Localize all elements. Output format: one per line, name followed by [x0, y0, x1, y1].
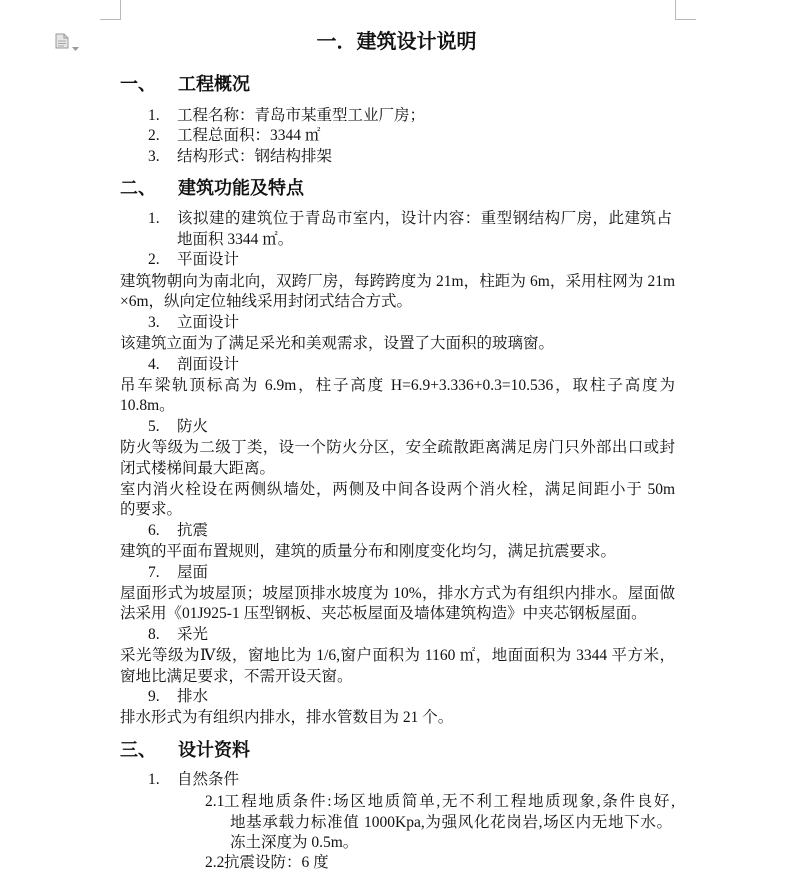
- section-number: 一、: [120, 74, 156, 94]
- list-item: 结构形式：钢结构排架: [177, 148, 333, 165]
- paragraph-line: 建筑物朝向为南北向，双跨厂房，每跨跨度为 21m，柱距为 6m，采用柱网为 21m: [120, 273, 675, 290]
- list-number: 1.: [148, 107, 160, 124]
- list-item-line: 地面积 3344 ㎡。: [177, 231, 294, 248]
- list-number: 1.: [148, 210, 160, 227]
- section-heading: 设计资料: [178, 740, 250, 760]
- paragraph-line: 屋面形式为坡屋顶；坡屋顶排水坡度为 10%，排水方式为有组织内排水。屋面做: [120, 585, 675, 602]
- list-item: 工程名称：青岛市某重型工业厂房；: [177, 107, 426, 124]
- list-item-line: 该拟建的建筑位于青岛市室内，设计内容：重型钢结构厂房，此建筑占: [177, 210, 672, 227]
- paragraph-line: 法采用《01J925-1 压型钢板、夹芯板屋面及墙体建筑构造》中夹芯钢板屋面。: [120, 605, 647, 622]
- document-title: 一．建筑设计说明: [316, 31, 477, 53]
- paragraph-line: 闭式楼梯间最大距离。: [120, 460, 276, 477]
- section-number: 二、: [120, 178, 156, 198]
- sublist-item-line: 地基承载力标准值 1000Kpa,为强风化花岗岩,场区内无地下水。: [230, 814, 672, 831]
- paragraph-line: 该建筑立面为了满足采光和美观需求，设置了大面积的玻璃窗。: [120, 335, 555, 352]
- paragraph-line: 防火等级为二级丁类，设一个防火分区，安全疏散距离满足房门只外部出口或封: [120, 439, 675, 456]
- list-number: 3.: [148, 148, 160, 165]
- paragraph-line: 10.8m。: [120, 397, 175, 414]
- corner-mark-top-left-horizontal: [100, 19, 121, 20]
- subsection-label: 排水: [177, 688, 209, 705]
- paragraph-line: 吊车梁轨顶标高为 6.9m，柱子高度 H=6.9+3.336+0.3=10.536，取柱子高度为: [120, 377, 675, 394]
- list-number: 5.: [148, 418, 160, 435]
- list-number: 2.: [148, 251, 160, 268]
- list-number: 9.: [148, 688, 160, 705]
- list-number: 1.: [148, 771, 160, 788]
- paragraph-line: 采光等级为Ⅳ级，窗地比为 1/6,窗户面积为 1160 ㎡，地面面积为 3344 平方米，: [120, 647, 675, 664]
- list-number: 8.: [148, 626, 160, 643]
- sublist-item-line: 工程地质条件:场区地质简单,无不利工程地质现象,条件良好,: [224, 793, 675, 810]
- subsection-label: 抗震: [177, 522, 209, 539]
- section-heading: 工程概况: [178, 74, 250, 94]
- list-number: 6.: [148, 522, 160, 539]
- subsection-label: 自然条件: [177, 771, 240, 788]
- paragraph-line: ×6m，纵向定位轴线采用封闭式结合方式。: [120, 293, 413, 310]
- subsection-label: 防火: [177, 418, 209, 435]
- list-number: 7.: [148, 564, 160, 581]
- subsection-label: 屋面: [177, 564, 209, 581]
- subsection-label: 平面设计: [177, 251, 240, 268]
- paragraph-line: 排水形式为有组织内排水，排水管数目为 21 个。: [120, 709, 454, 726]
- list-item: 工程总面积：3344 ㎡: [177, 127, 321, 144]
- list-number: 3.: [148, 314, 160, 331]
- section-number: 三、: [120, 740, 156, 760]
- paragraph-line: 建筑的平面布置规则，建筑的质量分布和刚度变化均匀，满足抗震要求。: [120, 543, 617, 560]
- sublist-number: 2.2: [205, 854, 225, 871]
- paragraph-line: 窗地比满足要求，不需开设天窗。: [120, 668, 353, 685]
- subsection-label: 立面设计: [177, 314, 240, 331]
- sublist-item-line: 抗震设防：6 度: [224, 854, 329, 871]
- sublist-number: 2.1: [205, 793, 225, 810]
- paragraph-line: 的要求。: [120, 501, 183, 518]
- list-number: 2.: [148, 127, 160, 144]
- subsection-label: 采光: [177, 626, 209, 643]
- sublist-item-line: 冻土深度为 0.5m。: [230, 834, 359, 851]
- paragraph-line: 室内消火栓设在两侧纵墙处，两侧及中间各设两个消火栓，满足间距小于 50m: [120, 481, 675, 498]
- list-number: 4.: [148, 356, 160, 373]
- corner-mark-top-right-vertical: [675, 0, 676, 19]
- subsection-label: 剖面设计: [177, 356, 240, 373]
- corner-mark-top-left-vertical: [120, 0, 121, 19]
- section-heading: 建筑功能及特点: [178, 178, 304, 198]
- corner-mark-top-right-horizontal: [675, 19, 696, 20]
